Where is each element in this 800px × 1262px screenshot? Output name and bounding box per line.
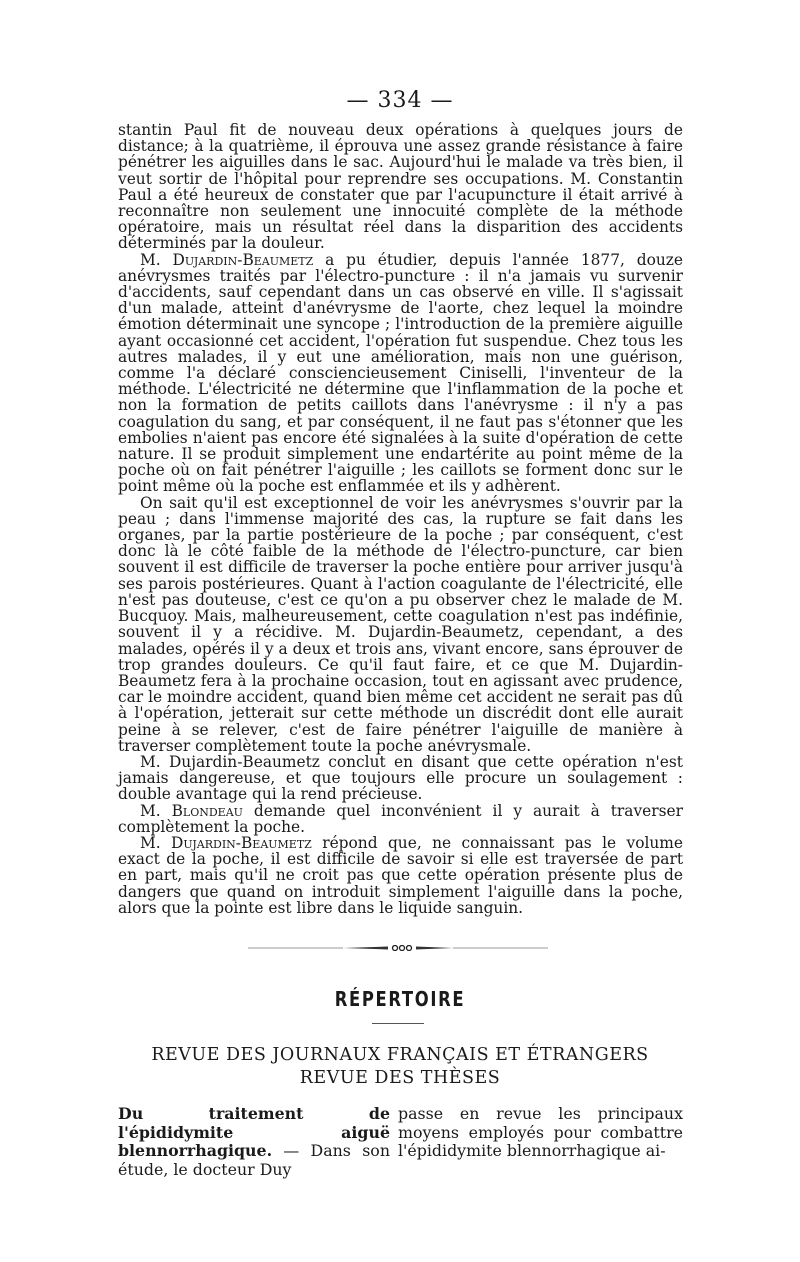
section-heading: RÉPERTOIRE xyxy=(334,987,466,1011)
ornamental-divider xyxy=(248,945,548,951)
article-title: Du traitement de l'épididymite aiguë blennorrhagique. xyxy=(118,1104,390,1160)
heading-rule xyxy=(372,1023,424,1024)
paragraph-5 xyxy=(118,803,683,835)
speaker-name: Blondeau xyxy=(171,801,243,820)
paragraph-text: a pu étudier, depuis l'année 1877, douze anévrysmes traités par l'électro-puncture : il n'a jamais vu survenir d'accidents, sauf cependant dans un cas observé en ville. Il s'agissait d'un malade, atteint d'anévrysme de l'aorte, chez lequel la moindre émotion déterminait une syncope ; l'introduction de la première aiguille ayant occasionné cet accident, l'opération fut suspendue. Chez tous les autres malades, il y eut une amélioration, mais non une guérison, comme l'a déclaré consciencieusement Ciniselli, l'inventeur de la méthode. L'électricité ne détermine que l'inflammation de la poche et non la formation de petits caillots dans l'anévrysme : il n'y a pas coagulation du sang, et par conséquent, il ne faut pas s'étonner que les embolies n'aient pas encore été signalées à la suite d'opération de cette nature. Il se produit simplement une endartérite au point même de la poche où on fait pénétrer l'aiguille ; les caillots se forment donc sur le point même où la poche est enflammée et ils y adhèrent. xyxy=(118,250,683,496)
paragraph-3 xyxy=(118,495,683,754)
paragraph-lead: M. xyxy=(140,250,173,269)
article-left-column xyxy=(118,1105,390,1179)
paragraph-4 xyxy=(118,754,683,803)
speaker-name: Dujardin-Beaumetz xyxy=(172,250,314,269)
revue-subtitle: REVUE DES THÈSES xyxy=(299,1068,501,1088)
article-right-column: passe en revue les principaux moyens employés pour combattre l'épididymite blennorrhagique ai- xyxy=(398,1104,683,1160)
paragraph-2 xyxy=(118,252,683,495)
paragraph-1 xyxy=(118,122,683,252)
paragraph-text: stantin Paul fit de nouveau deux opérations à quelques jours de distance; à la quatrième, il éprouva une assez grande résistance à faire pénétrer les aiguilles dans le sac. Aujourd'hui le malade va très bien, il veut sortir de l'hôpital pour reprendre ses occupations. M. Constantin Paul a été heureux de constater que par l'acupuncture il était arrivé à reconnaître non seulement une innocuité complète de la méthode opératoire, mais un résultat réel dans la disparition des accidents déterminés par la douleur. xyxy=(118,121,683,253)
paragraph-text: M. Dujardin-Beaumetz conclut en disant que cette opération n'est jamais dangereuse, et que toujours elle procure un soulagement : double avantage qui la rend précieuse. xyxy=(118,752,683,804)
paragraph-text: On sait qu'il est exceptionnel de voir les anévrysmes s'ouvrir par la peau ; dans l'immense majorité des cas, la rupture se fait dans les organes, par la partie postérieure de la poche ; par conséquent, c'est donc là le côté faible de la méthode de l'électro-puncture, car bien souvent il est difficile de traverser la poche entière pour arriver jusqu'à ses parois postérieures. Quant à l'action coagulante de l'électricité, elle n'est pas douteuse, c'est ce qu'on a pu observer chez le malade de M. Bucquoy. Mais, malheureusement, cette coagulation n'est pas indéfinie, souvent il y a récidive. M. Dujardin-Beaumetz, cependant, a des malades, opérés il y a deux et trois ans, vivant encore, sans éprouver de trop grandes douleurs. Ce qu'il faut faire, et ce que M. Dujardin-Beaumetz fera à la prochaine occasion, tout en agissant avec prudence, car le moindre accident, quand bien même cet accident ne serait pas dû à l'opération, jetterait sur cette méthode un discrédit dont elle aurait peine à se relever, c'est de faire pénétrer l'aiguille de manière à traverser complètement toute la poche anévrysmale. xyxy=(118,493,683,755)
article-left-text: — Dans son étude, le docteur Duy xyxy=(118,1141,390,1179)
body-text xyxy=(118,122,683,916)
paragraph-lead: M. xyxy=(140,801,172,820)
paragraph-6 xyxy=(118,835,683,916)
revue-title: REVUE DES JOURNAUX FRANÇAIS ET ÉTRANGERS xyxy=(151,1045,649,1065)
speaker-name: Dujardin-Beaumetz xyxy=(171,833,312,852)
paragraph-text: répond que, ne connaissant pas le volume exact de la poche, il est difficile de savoir si elle est traversée de part en part, mais qu'il ne croit pas que cette opération présente plus de dangers que quand on introduit simplement l'aiguille dans la poche, alors que la pointe est libre dans le liquide sanguin. xyxy=(118,833,683,917)
page-number: — 334 — xyxy=(346,88,454,113)
paragraph-lead: M. xyxy=(140,833,172,852)
paragraph-text: demande quel inconvénient il y aurait à traverser complètement la poche. xyxy=(118,801,683,836)
